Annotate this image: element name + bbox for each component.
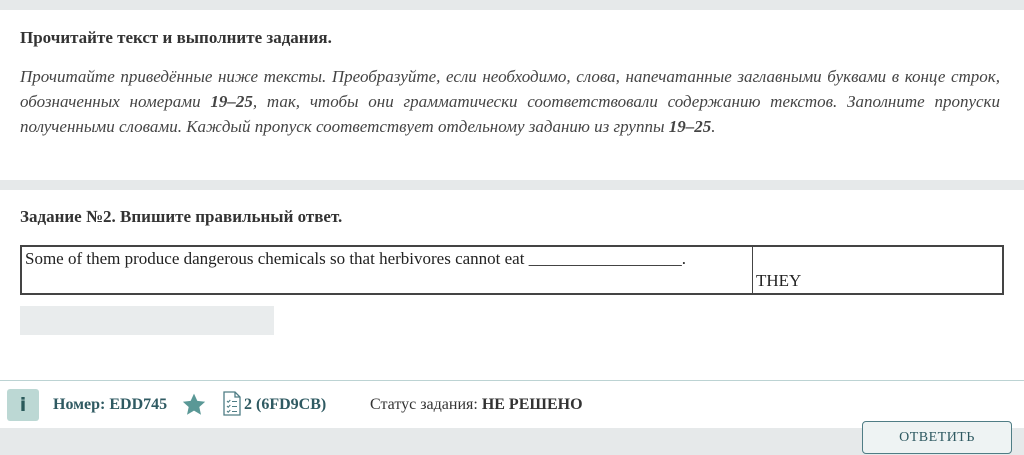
info-icon[interactable]: i [7,389,39,421]
task-number: Номер: EDD745 [53,396,168,413]
variant-link[interactable]: 2 (6FD9CB) [244,396,327,413]
task-word: THEY [756,271,802,290]
task-word-cell [753,247,1002,293]
document-list-icon[interactable] [221,391,243,417]
task-sentence: Some of them produce dangerous chemicals so that herbivores cannot eat __________________. [22,247,753,293]
status-value: НЕ РЕШЕНО [481,396,583,413]
instructions-range: 19–25 [668,117,712,136]
instructions-text: Прочитайте приведённые ниже тексты. Преобразуйте, если необходимо, слова, напечатанные заглавными буквами в конце строк, обозначенных номерами 19–25, так, чтобы они грамматически соответствовали содержанию текстов. Заполните пропуски полученными словами. Каждый пропуск соответствует отдельному заданию из группы 19–25. [20,67,1000,136]
task-status [370,396,583,414]
task-table [20,245,1004,295]
status-label: Статус задания: [370,396,482,413]
answer-input[interactable] [20,306,274,335]
footer-divider [0,380,1024,381]
instructions-range: 19–25 [210,92,253,111]
submit-button[interactable]: ОТВЕТИТЬ [862,421,1012,454]
instructions-heading: Прочитайте текст и выполните задания. [20,28,332,47]
section-divider [0,180,1024,190]
top-divider [0,0,1024,10]
star-icon[interactable] [181,392,207,417]
task-heading: Задание №2. Впишите правильный ответ. [20,207,343,226]
